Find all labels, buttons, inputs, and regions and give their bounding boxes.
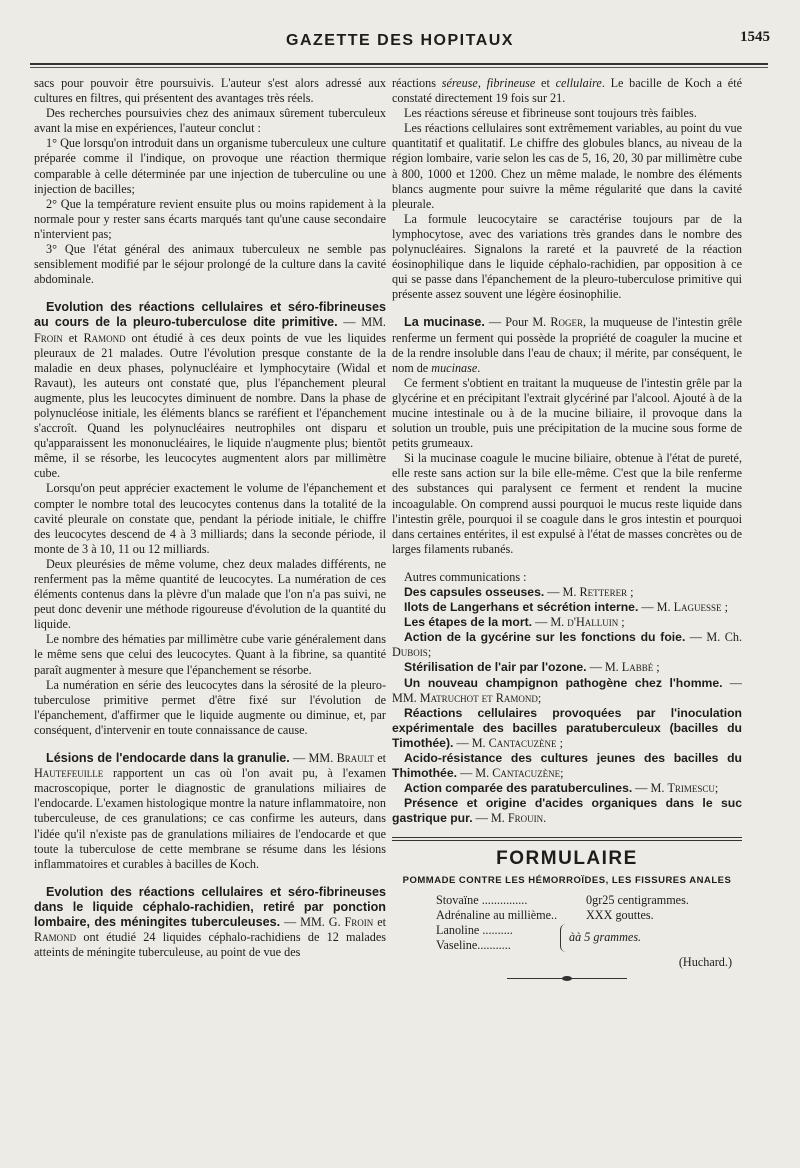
author-join: et <box>62 330 84 345</box>
communication-item <box>392 706 742 751</box>
communication-title: Ilots de Langerhans et sécrétion interne. <box>404 600 639 615</box>
formulaire-title: FORMULAIRE <box>496 847 638 869</box>
article-paragraph: Si la mucinase coagule le mucine biliaire, obtenue à l'état de pureté, elle reste sans action sur la bile elle-même. C'est que la bile renferme des substances qui paralysent ce ferment et rendent la mucine incoagulable. On comprend aussi pourquoi le mucus reste liquide dans l'intestin grêle, pourquoi il se coagule dans le gros intestin et pourquoi dans certaines entérites, il est expulsé à l'état de masses concrètes ou de larges filaments rubanés. <box>392 451 742 556</box>
communication-lead: — M. <box>638 600 674 615</box>
recipe-brace-group <box>436 923 742 953</box>
communication-title: Présence et origine d'acides organiques dans le suc gastrique pur. <box>392 796 742 826</box>
author-join: et <box>373 751 387 766</box>
communication-tail: ; <box>556 735 563 750</box>
article-paragraph: Les réactions séreuse et fibrineuse sont toujours très faibles. <box>404 106 697 121</box>
header-rule <box>30 63 768 68</box>
communication-item <box>392 660 742 675</box>
continuation-text: et <box>535 76 556 90</box>
communication-author: Retterer <box>579 585 628 599</box>
article-endocarde <box>34 751 386 872</box>
ingredient-quantity: 0gr25 centigrammes. <box>586 892 689 907</box>
ingredient-quantity: XXX gouttes. <box>586 907 654 922</box>
article-cephalo-rachidien <box>34 885 386 960</box>
communication-tail: ; <box>618 615 625 630</box>
article-paragraph: Ce ferment s'obtient en traitant la muqueuse de l'intestin grêle par la glycérine et en précipitant l'extrait glycériné par l'alcool. Ajouté à de la mucine intestinale ou à de la mucine biliaire, il provoque dans la solution un trouble, puis une précipitation de la mucine sous forme de petits grumeaux. <box>392 375 742 451</box>
term-italic: mucinase <box>431 360 478 375</box>
communication-lead: — M. <box>544 585 580 599</box>
recipe-table <box>436 893 742 970</box>
article-body: , la muqueuse de l'intestin grêle renferme un ferment qui possède la propriété de coaguler la mucine et de la rendre insoluble dans l'eau de chaux; il mérite, par conséquent, le nom de <box>392 315 742 375</box>
communication-author: Laguesse <box>673 600 722 615</box>
communication-author: d'Halluin <box>567 615 619 630</box>
communication-author: Cantacuzène <box>488 735 557 750</box>
author-lead: — MM. G. <box>280 914 345 929</box>
communication-title: Des capsules osseuses. <box>404 585 545 599</box>
communication-author: Labbé <box>621 660 654 675</box>
section-rule <box>392 837 742 841</box>
intro-paragraph: Des recherches poursuivies chez des animaux sûrement tuberculeux avant la mise en expériences, l'auteur conclut : <box>34 106 386 136</box>
article-title: La mucinase. <box>404 315 485 330</box>
communication-item <box>392 615 742 630</box>
communication-tail: ; <box>721 600 728 615</box>
communication-title: Stérilisation de l'air par l'ozone. <box>404 660 587 675</box>
author-join: et <box>373 914 386 929</box>
page-number: 1545 <box>740 29 770 45</box>
communications-list <box>392 585 742 827</box>
author-name: Brault <box>336 751 374 766</box>
article-body: ont étudié à ces deux points de vue les liquides pleuraux de 21 malades. Outre l'évolution presque constante de la maladie en deux phases, polynucléaire et lymphocytaire (Widal et Ravaut), les auteurs ont constaté que, plus l'épanchement pleural augmente, plus les leucocytes diminuent de nombre. Dans la phase de polynucléose initiale, les éléments blancs se raréfient et l'épanchement s'accroît. Quand les polynucléaires neutrophiles ont disparu et qu'apparaissent les mononucléaires, le liquide n'augmente plus; bientôt même, il se résorbe, les leucocytes augmentent alors par millimètre cube. <box>34 330 386 481</box>
article-mucinase <box>392 315 742 557</box>
communication-title: Réactions cellulaires provoquées par l'inoculation expérimentale des bacilles paratuberculeux (bacilles du Timothée). <box>392 705 742 750</box>
article-paragraph: Les réactions cellulaires sont extrêmement variables, au point du vue quantitatif et qualitatif. Le chiffre des globules blancs, au niveau de la région lombaire, varie selon les cas de 5, 16, 20, 30 par millimètre cube à 800, 1000 et 1200. Chez un même malade, le nombre des éléments blancs augmente pour suivre la même régularité que dans la cavité pleurale. <box>392 121 742 211</box>
ingredient-name: Vaseline........... <box>436 937 511 952</box>
communication-item <box>392 751 742 781</box>
intro-paragraph: sacs pour pouvoir être poursuivis. L'auteur s'est alors adressé aux cultures en filtres, qui présentent des avantages très réels. <box>34 76 386 106</box>
communication-item <box>392 600 742 615</box>
article-pleuro-tuberculose <box>34 300 386 738</box>
article-title: Evolution des réactions cellulaires et séro-fibrineuses au cours de la pleuro-tuberculose dite primitive. <box>34 300 386 330</box>
ingredient-name: Stovaïne ............... <box>436 892 528 907</box>
communication-tail: ; <box>714 781 719 796</box>
continuation-italic: cellulaire <box>555 76 602 90</box>
left-column <box>34 76 386 960</box>
author-lead: — MM. <box>289 751 337 766</box>
brace-icon <box>560 924 569 952</box>
continuation-text: réactions <box>392 76 442 90</box>
communication-lead: — M. <box>457 766 493 781</box>
author-lead: — MM. <box>337 315 386 330</box>
communication-lead: — M. <box>453 735 489 750</box>
communication-title: Acido-résistance des cultures jeunes des bacilles du Thimothée. <box>392 751 742 781</box>
article-paragraph: Lorsqu'on peut apprécier exactement le volume de l'épanchement et compter le nombre total des leucocytes contenus dans la totalité de la cavité pleurale on constate que, pendant la période initiale, le chiffre des leucocytes descend de 4 à 3 milliards; dans la seconde période, il monte de 3 à 10, 11 ou 12 milliards. <box>34 481 386 556</box>
article-paragraph: La numération en série des leucocytes dans la sérosité de la pleuro-tuberculose primitive permet d'être fixé sur l'évolution de l'épanchement, d'affirmer que le liquide augmente ou diminue, et, par conséquent, d'intervenir en toute connaissance de cause. <box>34 677 386 737</box>
author-name: Roger <box>550 315 583 330</box>
communication-title: Un nouveau champignon pathogène chez l'homme. <box>404 675 723 690</box>
communication-author: Dubois <box>392 645 428 660</box>
article-title: Lésions de l'endocarde dans la granulie. <box>46 751 290 766</box>
other-communications <box>392 570 742 827</box>
communication-tail: ; <box>627 585 634 599</box>
recipe-row <box>436 893 742 908</box>
communication-title: Action de la gycérine sur les fonctions du foie. <box>404 630 686 645</box>
communication-item <box>392 796 742 826</box>
article-title: Evolution des réactions cellulaires et séro-fibrineuses dans le liquide céphalo-rachidien, retiré par ponction lombaire, des méningites tuberculeuses. <box>34 884 386 929</box>
other-communications-intro: Autres communications : <box>404 569 527 584</box>
communication-item <box>392 676 742 706</box>
ingredient-quantity: àà 5 grammes. <box>569 930 642 945</box>
communication-lead: — M. <box>472 811 508 826</box>
communication-tail: ; <box>560 766 564 781</box>
communication-title: Les étapes de la mort. <box>404 615 533 630</box>
communication-lead: — M. <box>632 781 668 796</box>
article-body: rapportent un cas où l'on avait pu, à l'examen macroscopique, porter le diagnostic de granulations miliaires de l'endocarde. L'examen histologique montre la nature inflammatoire, non tuberculeuse, de ces granulations; ce cas confirme les auteurs, dans l'idée qu'il n'existe pas de granulations miliaires de l'endocarde et que toute la tuberculose de cette membrane se résume dans les lésions inflammatoires et curables à bacilles de Koch. <box>34 766 386 871</box>
article-body: . <box>477 360 481 375</box>
author-name: Froin <box>34 330 63 345</box>
communication-tail: ; <box>653 660 660 675</box>
author-name: Ramond <box>83 330 126 345</box>
formulaire-subtitle: POMMADE CONTRE LES HÉMORROÏDES, LES FISSURES ANALES <box>402 874 732 886</box>
author-lead: — Pour M. <box>484 315 551 330</box>
communication-tail: ; <box>537 690 542 705</box>
communication-item <box>392 630 742 660</box>
communication-tail: . <box>543 811 547 826</box>
right-column <box>392 76 742 979</box>
continuation-text: . Le bacille de Koch a été constaté directement 19 fois sur 21. <box>392 76 743 106</box>
communication-author: Frouin <box>507 811 544 826</box>
ingredient-name: Lanoline .......... <box>436 922 513 937</box>
communication-tail: ; <box>427 645 432 660</box>
communication-author: Trimescu <box>667 781 715 796</box>
article-paragraph: Le nombre des hématies par millimètre cube varie généralement dans le même sens que celui des leucocytes. Quant à la fibrine, sa quantité paraît augmenter à mesure que l'épanchement se résorbe. <box>34 632 386 677</box>
communication-lead: — M. Ch. <box>685 630 742 645</box>
article-paragraph: La formule leucocytaire se caractérise toujours par de la lymphocytose, avec des variations très grandes dans le nombre des polynucléaires. Signalons la rareté et la pauvreté de la réaction éosinophilique dans le liquide céphalo-rachidien, par opposition à ce qui se passe dans l'épanchement de la pleuro-tuberculose primitive qui présente assez souvent une légère éosinophilie. <box>392 211 742 302</box>
author-name: Ramond <box>34 930 77 945</box>
communication-lead: — MM. <box>392 675 742 705</box>
communication-lead: — M. <box>586 660 622 675</box>
communication-item <box>392 781 742 796</box>
article-body: ont étudié 24 liquides céphalo-rachidiens de 12 malades atteints de méningite tuberculeuse, au point de vue des <box>34 930 386 960</box>
continuation-italic: séreuse, fibrineuse <box>441 76 536 90</box>
recipe-row <box>436 908 742 923</box>
ingredient-name: Adrénaline au millième.. <box>436 907 558 922</box>
end-ornament <box>507 978 627 979</box>
author-name: Hautefeuille <box>34 766 104 781</box>
article-paragraph: Deux pleurésies de même volume, chez deux malades différents, ne renferment pas la même quantité de leucocytes. La numération de ces éléments contenus dans la plèvre d'un malade que l'on n'a pas suivi, ne peut donc devenir une méthode rigoureuse d'évolution de la quantité du liquide. <box>34 556 386 632</box>
intro-conclusion-item: 2° Que la température revient ensuite plus ou moins rapidement à la normale pour y rester sans écarts marqués tant qu'une cause secondaire n'intervient pas; <box>34 196 386 241</box>
author-name: Froin <box>344 914 374 929</box>
communication-author: Matruchot et Ramond <box>419 690 538 705</box>
communication-lead: — M. <box>532 615 568 630</box>
intro-conclusion-item: 3° Que l'état général des animaux tuberculeux ne semble pas sensiblement modifié par le séjour prolongé de la culture dans la cavité abdominale. <box>34 242 386 287</box>
journal-title: GAZETTE DES HOPITAUX <box>286 32 514 49</box>
communication-author: Cantacuzène <box>492 766 561 781</box>
communication-item <box>392 585 742 600</box>
communication-title: Action comparée des paratuberculines. <box>404 781 633 796</box>
recipe-credit: (Huchard.) <box>678 954 732 969</box>
intro-conclusion-item: 1° Que lorsqu'on introduit dans un organisme tuberculeux une culture préparée comme il l'indique, on provoque une réaction thermique comparable à celle déterminée par une injection de tuberculine ou une injection de bacilles; <box>34 136 386 196</box>
